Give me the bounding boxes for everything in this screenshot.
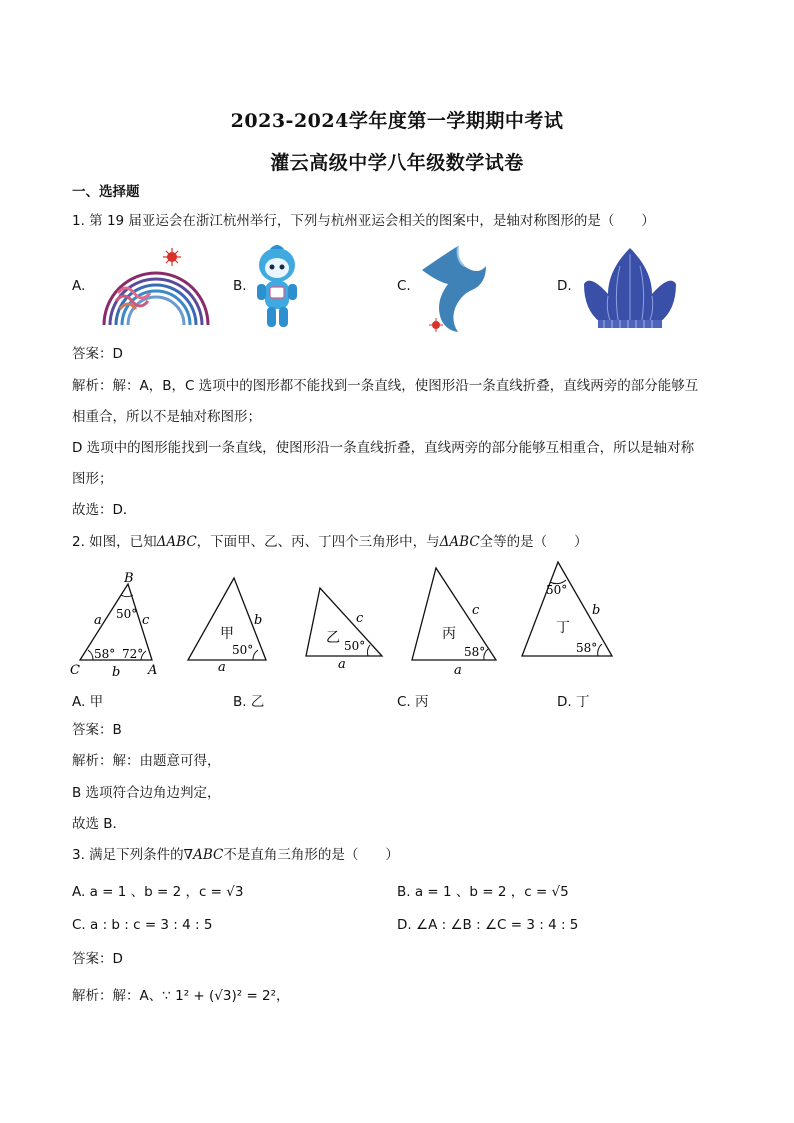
q2-ding-angle-bottom: 58° — [576, 641, 598, 655]
q2-triangle-yi — [300, 584, 388, 670]
q3-option-a: A. a = 1 、b = 2 ，c = √3 — [72, 884, 244, 900]
q1-option-c-label: C. — [397, 278, 411, 294]
q2-stem-triangle: ΔABC — [156, 534, 197, 550]
q2-bing-name: 丙 — [442, 626, 456, 642]
q2-yi-name: 乙 — [326, 630, 340, 646]
exam-subtitle: 灌云高级中学八年级数学试卷 — [270, 152, 524, 174]
q2-bing-angle: 58° — [464, 645, 486, 659]
q2-jia-side-a: a — [218, 660, 226, 672]
q2-jia-angle: 50° — [232, 643, 254, 657]
q1-analysis-line-2: 相重合，所以不是轴对称图形； — [72, 409, 261, 425]
q2-triangle-bing — [406, 564, 502, 678]
q1-analysis-line-3: D 选项中的图形能找到一条直线，使图形沿一条直线折叠，直线两旁的部分能够互相重合，所以是轴对称 — [72, 440, 695, 456]
q1-analysis-line-5: 故选：D． — [72, 502, 137, 518]
q1-analysis-line-1: 解析：解：A，B，C 选项中的图形都不能找到一条直线，使图形沿一条直线折叠，直线两旁的部分能够互 — [72, 378, 699, 394]
q2-ref-angle-c: 58° — [94, 647, 116, 661]
q2-answer: 答案：B — [72, 722, 122, 738]
q2-stem-mid: ，下面甲、乙、丙、丁四个三角形中，与 — [196, 534, 440, 550]
exam-title: 2023-2024学年度第一学期期中考试 — [230, 110, 564, 132]
q2-option-d: D. 丁 — [557, 694, 590, 710]
q3-analysis-line-1: 解析：解：A、∵ 1² + (√3)² = 2²， — [72, 988, 290, 1004]
q2-stem-suffix: 全等的是（ ） — [479, 534, 588, 550]
q2-analysis-line-3: 故选 B． — [72, 816, 127, 832]
q1-answer: 答案：D — [72, 346, 123, 362]
q1-option-d-image — [580, 244, 680, 332]
q2-stem-triangle-2: ΔABC — [439, 534, 480, 550]
q2-ref-side-c: c — [142, 613, 150, 628]
q2-stem-prefix: 2. 如图，已知 — [72, 534, 157, 550]
q2-option-a: A. 甲 — [72, 694, 104, 710]
q1-stem: 1. 第 19 届亚运会在浙江杭州举行，下列与杭州亚运会相关的图案中，是轴对称图形的是（ ） — [72, 213, 655, 229]
q2-ding-name: 丁 — [556, 620, 570, 636]
q2-jia-name: 甲 — [220, 626, 234, 642]
q1-option-c-image — [420, 240, 490, 335]
q2-yi-side-c: c — [356, 611, 364, 626]
section-heading: 一、选择题 — [72, 184, 140, 200]
q3-option-c: C. a : b : c = 3 : 4 : 5 — [72, 917, 213, 933]
q2-ref-angle-b: 50° — [116, 607, 138, 621]
q2-triangle-abc — [66, 570, 166, 680]
q1-option-a-image — [96, 245, 216, 330]
q3-stem-triangle: ∇ABC — [183, 847, 224, 863]
q3-stem-prefix: 3. 满足下列条件的 — [72, 847, 184, 863]
q2-ref-side-a: a — [94, 613, 102, 628]
q3-option-d: D. ∠A : ∠B : ∠C = 3 : 4 : 5 — [397, 917, 579, 933]
q2-bing-side-c: c — [472, 603, 480, 618]
q1-analysis-line-4: 图形； — [72, 471, 113, 487]
q2-analysis-line-1: 解析：解：由题意可得， — [72, 753, 221, 769]
q2-ref-angle-a: 72° — [122, 647, 144, 661]
q2-jia-side-b: b — [254, 613, 263, 628]
q2-yi-side-a: a — [338, 657, 346, 670]
q2-yi-angle: 50° — [344, 639, 366, 653]
q3-stem — [72, 845, 399, 865]
q2-ref-vertex-c: C — [70, 663, 80, 678]
q2-ding-angle-top: 50° — [546, 583, 568, 597]
q2-analysis-line-2: B 选项符合边角边判定， — [72, 785, 221, 801]
q1-option-a-label: A. — [72, 278, 86, 294]
q2-ref-side-b: b — [112, 665, 121, 680]
q2-triangle-jia — [182, 572, 274, 672]
q2-option-b: B. 乙 — [233, 694, 265, 710]
q3-option-b: B. a = 1 、b = 2 ，c = √5 — [397, 884, 569, 900]
q3-answer: 答案：D — [72, 951, 123, 967]
q1-option-b-image — [252, 243, 302, 331]
q2-bing-side-a: a — [454, 663, 462, 678]
q2-ding-side-b: b — [592, 603, 601, 618]
q3-stem-suffix: 不是直角三角形的是（ ） — [223, 847, 399, 863]
q1-option-d-label: D. — [557, 278, 572, 294]
q2-ref-vertex-a: A — [148, 663, 158, 678]
q2-ref-vertex-b: B — [124, 571, 134, 586]
q2-triangle-ding — [518, 558, 618, 662]
q1-option-b-label: B. — [233, 278, 247, 294]
q2-option-c: C. 丙 — [397, 694, 429, 710]
q2-stem — [72, 532, 588, 552]
